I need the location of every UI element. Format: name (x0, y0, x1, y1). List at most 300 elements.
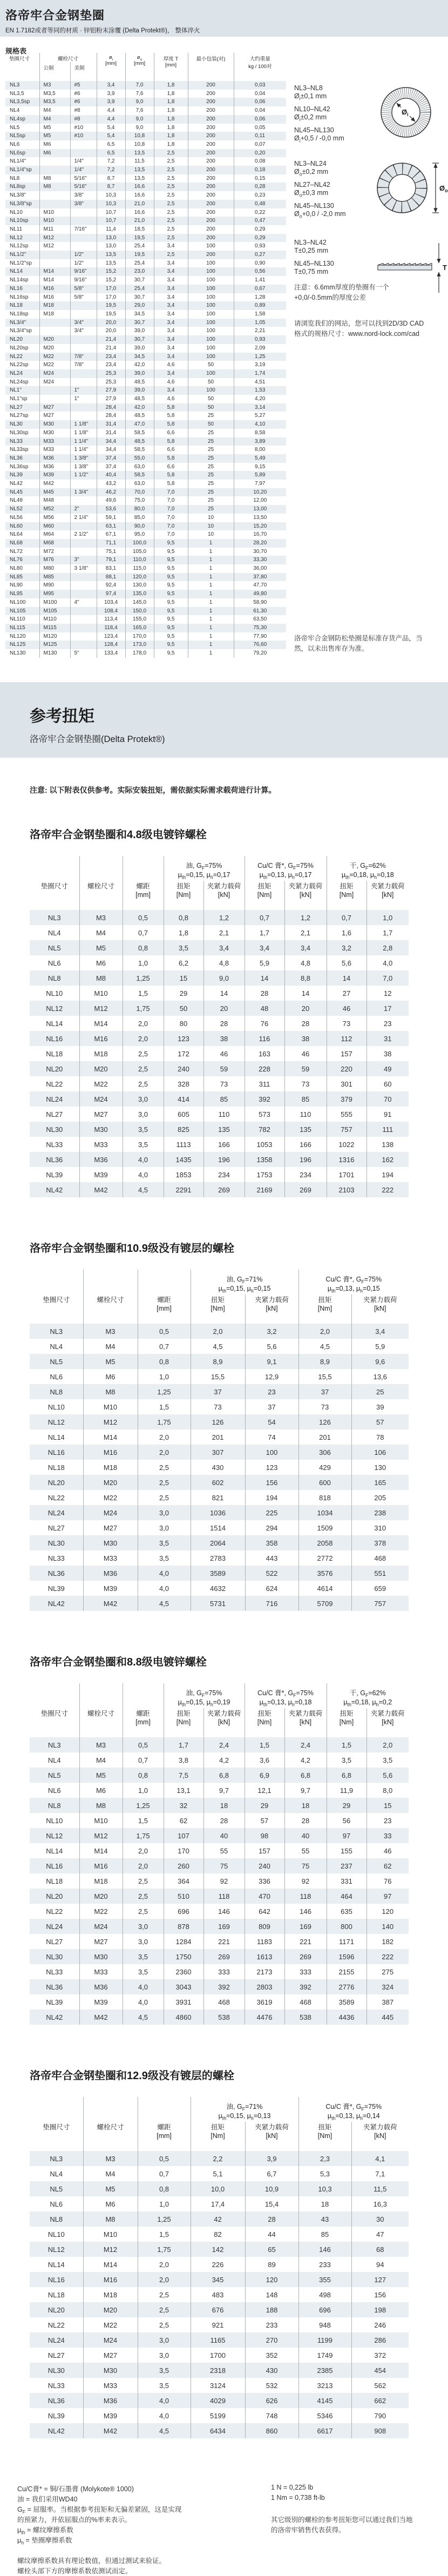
table-row (30, 1107, 409, 1122)
cell: 3,4 (154, 310, 188, 319)
cell: NL1/2"sp (5, 259, 39, 268)
cell: 88,1 (97, 573, 125, 582)
cell: 0,7 (245, 910, 284, 925)
cell: 9,5 (154, 649, 188, 658)
cell: 1,58 (255, 311, 266, 317)
table-row (5, 353, 286, 361)
table-row (5, 640, 286, 649)
table-row (30, 1566, 409, 1581)
cell: 1358 (245, 1152, 284, 1167)
cell: 11,4 (97, 225, 125, 234)
cell: M85 (39, 573, 70, 582)
cell: 5,9 (245, 955, 284, 970)
cell: NL85 (5, 573, 39, 582)
cell: 62 (384, 1862, 392, 1870)
cell: 12,1 (245, 1783, 284, 1798)
cell: NL36 (30, 2393, 83, 2408)
cell: 270 (245, 2332, 298, 2348)
cell: 626 (245, 2393, 298, 2408)
cell: 110 (284, 1107, 327, 1122)
cell: 2,5 (138, 1475, 191, 1490)
cell (70, 607, 97, 616)
cell: 54 (245, 1414, 298, 1429)
cell: 25 (188, 429, 234, 437)
cell: 0,8 (123, 940, 164, 955)
cell: M125 (39, 640, 70, 649)
table-row (30, 2181, 409, 2196)
cell: 294 (245, 1520, 298, 1535)
cell: 13,6 (373, 1372, 387, 1381)
cell: 4,5 (138, 2423, 191, 2438)
cell: 7/8" (70, 361, 97, 369)
cell: 782 (245, 1122, 284, 1137)
cell: NL33sp (5, 446, 39, 454)
cell: 1171 (327, 1934, 366, 1949)
cell: M64 (39, 530, 70, 539)
table-row (5, 115, 286, 124)
cell: NL3 (5, 81, 39, 90)
cell: 3,0 (138, 2348, 191, 2363)
cell: 92 (203, 1873, 245, 1889)
cell: 25 (188, 412, 234, 420)
cell: 2,0 (138, 1445, 191, 1460)
cell: 12 (384, 989, 392, 997)
cell: M5 (79, 940, 123, 955)
lubrication-group-header: Cu/C 膏*, $G_F=75\%$ $\mu_{th}=0,13$, $\mu_h=0,14$ (325, 2103, 382, 2121)
cell: 200 (188, 132, 234, 140)
col-weight: 大约重量 kg / 100对 (248, 56, 272, 70)
torque-table-body (30, 1324, 409, 1611)
cell: 3589 (327, 1994, 366, 2009)
cell: 50 (164, 1001, 203, 1016)
cell: 55 (284, 1843, 327, 1858)
cell: 31 (384, 1034, 392, 1043)
cell: 600 (298, 1475, 351, 1490)
cell: 809 (245, 1919, 284, 1934)
cell (39, 157, 70, 166)
table-row (5, 624, 286, 632)
table-row (30, 1137, 409, 1152)
cell: M27 (39, 403, 70, 412)
cell: 157 (245, 1843, 284, 1858)
cell: 1514 (191, 1520, 245, 1535)
cell: 2155 (327, 1964, 366, 1979)
cell: 27 (327, 986, 366, 1001)
cell: 58,5 (125, 446, 154, 454)
cell: 3,4 (154, 276, 188, 285)
cell (70, 149, 97, 158)
cell: 16,6 (125, 208, 154, 217)
cell: M24 (39, 369, 70, 378)
cell: 9,5 (154, 640, 188, 649)
cell: 9,0 (203, 970, 245, 986)
cell: 5/8" (70, 293, 97, 302)
cell: 696 (298, 2302, 351, 2317)
cell: M80 (39, 564, 70, 573)
cell: 0,08 (255, 158, 266, 165)
cell: 0,03 (255, 82, 266, 88)
table-row (5, 225, 286, 234)
cell: 1 1/4" (70, 437, 97, 446)
cell: 38 (203, 1031, 245, 1046)
cell: NL3 (30, 910, 79, 925)
cell: 2783 (191, 1550, 245, 1566)
cell: 30,7 (125, 293, 154, 302)
cell (70, 369, 97, 378)
cell: 4,0 (123, 1979, 164, 1994)
cell: 12,9 (245, 1369, 298, 1384)
table-row (30, 1783, 409, 1798)
cell: 1,25 (123, 970, 164, 986)
cell: 30,7 (125, 335, 154, 344)
table-row (30, 1429, 409, 1445)
cell: NL6 (30, 1369, 83, 1384)
cell: 130 (374, 1463, 386, 1472)
cell: 100 (188, 369, 234, 378)
cell: 145,0 (125, 598, 154, 607)
cell: 25,3 (97, 369, 125, 378)
cell: 23 (384, 1816, 392, 1825)
table-row (5, 539, 286, 548)
cell: 3" (70, 556, 97, 564)
cell: 642 (245, 1904, 284, 1919)
col-thickness: 厚度 T [mm] (154, 53, 188, 81)
cell: 48,5 (125, 437, 154, 446)
table-row (5, 378, 286, 387)
cell: NL39 (5, 471, 39, 480)
table-row (30, 2257, 409, 2272)
cell: 1 3/4" (70, 488, 97, 497)
cell (70, 640, 97, 649)
cell: M10 (79, 1813, 123, 1828)
table-row (30, 1399, 409, 1414)
tolerance-note: NL3–NL42 T±0,25 mm (294, 239, 329, 254)
cell: 17,0 (97, 293, 125, 302)
cell: 825 (164, 1122, 203, 1137)
cell: 140 (382, 1922, 394, 1931)
cell: 200 (188, 140, 234, 149)
cell: 4476 (245, 2009, 284, 2025)
cell: 1" (70, 395, 97, 403)
cell: 9/16" (70, 276, 97, 285)
cell: 2803 (245, 1979, 284, 1994)
tolerance-note: NL3–NL24 $Ø_o\pm 0,2$ mm (294, 160, 329, 177)
cell: NL27 (30, 1107, 79, 1122)
cell: NL39 (30, 2408, 83, 2423)
cell: 14 (284, 986, 327, 1001)
cell: 20 (203, 1001, 245, 1016)
col-outer-diameter: $ø_o$ [mm] (125, 53, 154, 81)
cell: 3,4 (154, 386, 188, 395)
cell: NL30 (30, 1949, 79, 1964)
cell: #8 (70, 115, 97, 124)
column-header: 螺栓尺寸 (79, 1708, 123, 1737)
table-row (30, 2393, 409, 2408)
cell: 113,4 (97, 615, 125, 624)
cell: 225 (245, 1505, 298, 1520)
column-header: 螺距 [mm] (123, 881, 164, 910)
cell: 1/2" (70, 251, 97, 259)
cell: 221 (284, 1934, 327, 1949)
cell: M20 (79, 1061, 123, 1076)
cell: 63,0 (125, 463, 154, 471)
cell: 0,8 (164, 910, 203, 925)
cell: 716 (245, 1596, 298, 1611)
cell: 2,5 (154, 191, 188, 200)
cell: 3,2 (245, 1324, 298, 1339)
page-header (0, 0, 448, 37)
table-row (5, 522, 286, 531)
cell: NL22sp (5, 361, 39, 369)
cell: NL12 (30, 1828, 79, 1843)
cell: 106 (374, 1448, 386, 1456)
cell: NL36 (30, 1566, 83, 1581)
table-row (30, 1873, 409, 1889)
cell: 162 (382, 1155, 394, 1164)
tolerance-note: NL27–NL42 $Ø_o\pm 0,3$ mm (294, 181, 330, 198)
cell: 1 3/8" (70, 454, 97, 463)
cell: 3/8" (70, 191, 97, 200)
table-row (5, 293, 286, 302)
cell: M16 (39, 293, 70, 302)
table-row (30, 2242, 409, 2257)
cell: 7,5 (164, 1768, 203, 1783)
cell: 4,0 (138, 1566, 191, 1581)
outer-tolerance-text (294, 160, 375, 223)
cell: 1750 (164, 1949, 203, 1964)
cell: 5,49 (255, 455, 266, 461)
cell: 9,5 (154, 607, 188, 616)
cell: NL6 (30, 2196, 83, 2211)
cell: 55,0 (125, 454, 154, 463)
cell: 2,0 (298, 1324, 351, 1339)
cell: 1,74 (255, 370, 266, 376)
cell: NL30 (5, 420, 39, 429)
cell: 201 (298, 1429, 351, 1445)
cell: 2385 (298, 2363, 351, 2378)
header-spacer (123, 1683, 164, 1708)
cell: NL12 (30, 1414, 83, 1429)
cell: M30 (83, 1535, 138, 1550)
lubrication-group-header: Cu/C 膏*, $G_F=75\%$ $\mu_{th}=0,13$, $\mu_h=0,17$ (245, 856, 327, 881)
cell: 1 (188, 556, 234, 564)
cell: 2,4 (284, 1737, 327, 1752)
cell: 9,7 (203, 1783, 245, 1798)
cell: 2,0 (383, 1741, 393, 1749)
cell: 201 (191, 1429, 245, 1445)
table-row (5, 496, 286, 505)
cell: 800 (327, 1919, 366, 1934)
cell: 56 (327, 1813, 366, 1828)
cell: 200 (188, 191, 234, 200)
cell: 4,4 (97, 106, 125, 115)
cell: 1,7 (383, 928, 393, 937)
cell: 4,2 (284, 1752, 327, 1768)
cell: 4,0 (138, 2408, 191, 2423)
cell: 3619 (245, 1994, 284, 2009)
cell: M10 (83, 1399, 138, 1414)
cell: 2,5 (154, 157, 188, 166)
cell: 662 (374, 2396, 386, 2405)
cell: 1,5 (123, 986, 164, 1001)
cell: 3,4 (154, 285, 188, 293)
cell: 1,8 (154, 124, 188, 132)
cell: 0,5 (138, 2151, 191, 2166)
cell: 100 (245, 1445, 298, 1460)
cell: 3576 (298, 1566, 351, 1581)
cell: NL27 (30, 1934, 79, 1949)
header-spacer (79, 856, 123, 881)
table-row (5, 615, 286, 624)
header-spacer (30, 2097, 83, 2122)
table-row (30, 1520, 409, 1535)
cell: 48,5 (125, 412, 154, 420)
cell: NL5 (5, 124, 39, 132)
cell: 3,5 (123, 1964, 164, 1979)
cell: 364 (164, 1873, 203, 1889)
cell (70, 403, 97, 412)
cell: NL39 (30, 1167, 79, 1182)
cell: 2,5 (154, 208, 188, 217)
cell: 8,7 (97, 174, 125, 183)
column-header: 扭矩 [Nm] (191, 2122, 245, 2151)
cell: 126 (191, 1414, 245, 1429)
cell: 0,11 (255, 133, 266, 139)
cell: NL3 (30, 1737, 79, 1752)
cell: 483 (191, 2287, 245, 2302)
cell: 4,5 (123, 1182, 164, 1197)
cell: 188 (245, 2302, 298, 2317)
cell: 112 (327, 1031, 366, 1046)
cell: 6,8 (327, 1768, 366, 1783)
torque-table-title: 洛帝牢合金钢垫圈和12.9级没有镀层的螺栓 (30, 2070, 234, 2082)
cell: 3/4" (70, 327, 97, 335)
cell: 82 (191, 2227, 245, 2242)
cell (70, 590, 97, 598)
cell: 25 (376, 1387, 384, 1396)
cell: 97 (327, 1828, 366, 1843)
cell: 37,4 (97, 454, 125, 463)
cell: 5/8" (70, 285, 97, 293)
cell: NL10 (5, 208, 39, 217)
cell: NL16 (5, 285, 39, 293)
cell: 3,5 (138, 2363, 191, 2378)
cell: M6 (83, 1369, 138, 1384)
cell: M105 (39, 607, 70, 616)
cell: 2,0 (123, 1843, 164, 1858)
cell: M39 (79, 1994, 123, 2009)
cell: NL30sp (5, 429, 39, 437)
cell: NL12 (30, 2242, 83, 2257)
cell: 3,0 (123, 1091, 164, 1107)
cell: 5/16" (70, 174, 97, 183)
cell: 2,8 (383, 943, 393, 952)
cell: NL8sp (5, 183, 39, 191)
column-header: 夹紧力载荷 [kN] (370, 882, 405, 899)
cell: M18 (83, 1460, 138, 1475)
cell: 3,4 (284, 940, 327, 955)
cell: M30 (83, 2363, 138, 2378)
cell: 1284 (164, 1934, 203, 1949)
cell: 522 (245, 1566, 298, 1581)
column-header: 垫圈尺寸 (30, 1294, 83, 1324)
table-row (5, 446, 286, 454)
cell: 222 (382, 1185, 394, 1194)
table-row (30, 1076, 409, 1091)
table-row (5, 454, 286, 463)
cell: 55 (203, 1843, 245, 1858)
cell (39, 166, 70, 174)
cell: 1,2 (203, 910, 245, 925)
cell (70, 412, 97, 420)
cell: 47,70 (253, 582, 267, 589)
cell: NL27sp (5, 412, 39, 420)
cell: 1 1/4" (70, 446, 97, 454)
cell: 46 (203, 1046, 245, 1061)
cell: 532 (245, 2378, 298, 2393)
cell: 602 (191, 1475, 245, 1490)
cell: 0,89 (255, 302, 266, 309)
cell: NL22 (30, 2317, 83, 2332)
column-header: 扭矩 [Nm] (164, 881, 203, 910)
cell: M42 (39, 480, 70, 488)
cell: 1,53 (255, 387, 266, 394)
cell: 9,6 (375, 1357, 385, 1366)
cell: M20 (79, 1889, 123, 1904)
cell: 860 (245, 2423, 298, 2438)
cell: 2103 (327, 1182, 366, 1197)
table-row (30, 1934, 409, 1949)
table-row (30, 1182, 409, 1197)
cell: 1 1/8" (70, 429, 97, 437)
cell: 4,4 (97, 115, 125, 124)
cell: 107 (164, 1828, 203, 1843)
cell: 1,8 (154, 81, 188, 90)
table-row (30, 1031, 409, 1046)
cell: 0,7 (138, 1339, 191, 1354)
table-row (5, 208, 286, 217)
cell: 15,4 (245, 2196, 298, 2211)
cell: 2,5 (123, 1046, 164, 1061)
cell: NL1/4" (5, 157, 39, 166)
cell: M36 (79, 1152, 123, 1167)
cell: 2776 (327, 1979, 366, 1994)
cell: 14 (245, 970, 284, 986)
cell: 1 (188, 548, 234, 556)
table-row (5, 90, 286, 98)
cell: 9,5 (154, 615, 188, 624)
cell: 498 (298, 2287, 351, 2302)
cell: 1,8 (164, 925, 203, 940)
column-header: 夹紧力载荷 [kN] (371, 1710, 405, 1726)
torque-table-title: 洛帝牢合金钢垫圈和8.8级电镀锌螺栓 (30, 1656, 207, 1668)
cell: 9,5 (154, 624, 188, 632)
cell: 103,4 (97, 598, 125, 607)
cell: 23 (384, 1019, 392, 1028)
column-header: 螺栓尺寸 (83, 2122, 138, 2151)
cell: M6 (83, 2196, 138, 2211)
cell: M27 (83, 1520, 138, 1535)
cell: 4,8 (203, 955, 245, 970)
table-row (5, 369, 286, 378)
cell: 200 (188, 90, 234, 98)
cell: 3,5 (383, 1756, 393, 1764)
cell: M24 (83, 2332, 138, 2348)
cell: 200 (188, 174, 234, 183)
cell: 27,9 (97, 386, 125, 395)
text-line: $G_F$ = 屈服率。当根据参考扭矩和无偏差紧固，这是实现 (17, 2506, 182, 2515)
cell: NL22 (30, 1904, 79, 1919)
